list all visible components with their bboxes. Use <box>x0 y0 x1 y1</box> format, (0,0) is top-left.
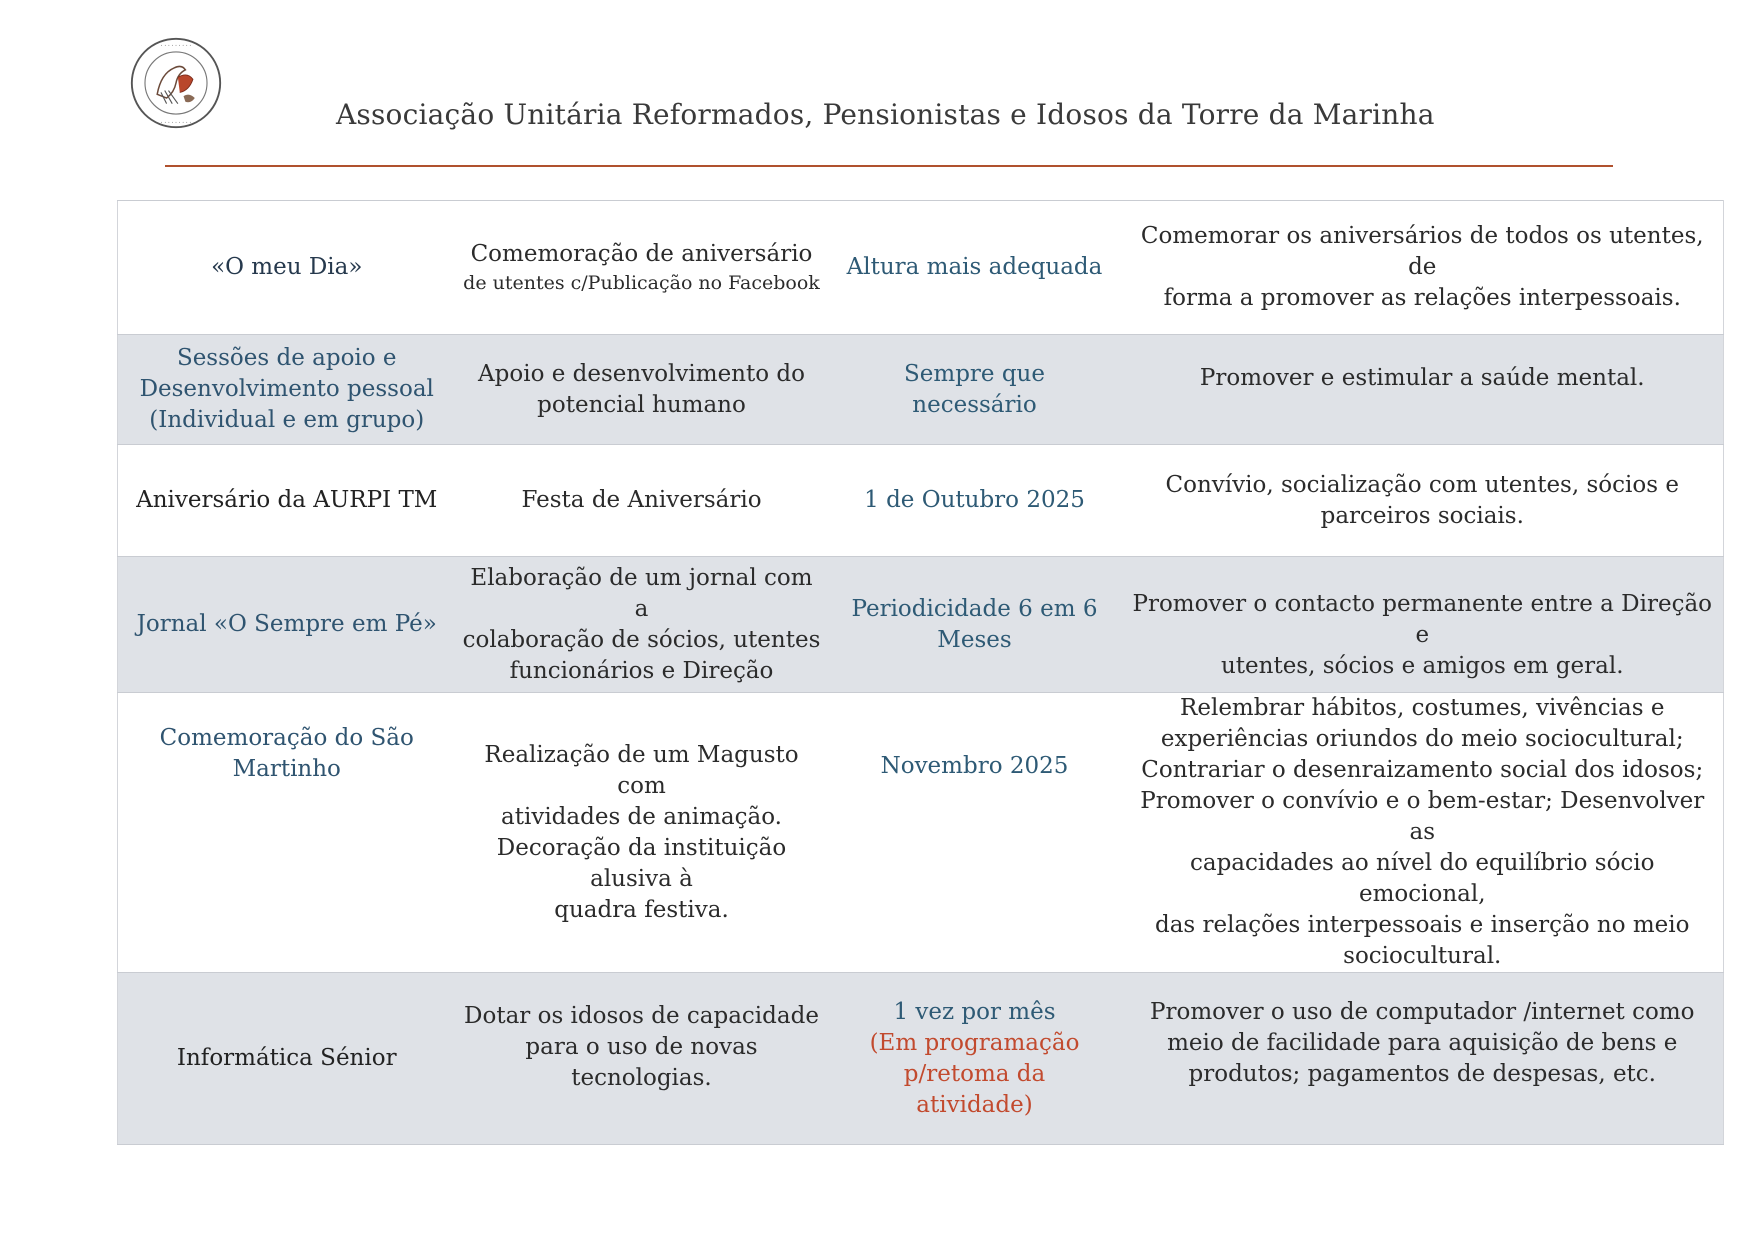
objectives-cell: Promover o contacto permanente entre a Direção e utentes, sócios e amigos em geral. <box>1122 557 1724 693</box>
schedule-cell: Sempre que necessário <box>828 335 1122 445</box>
schedule-note: p/retoma da <box>903 1060 1046 1087</box>
table-row <box>118 335 1724 445</box>
activity-cell: Jornal «O Sempre em Pé» <box>118 557 456 693</box>
table-row <box>118 693 1724 973</box>
activity-cell: Sessões de apoio e Desenvolvimento pessoal (Individual e em grupo) <box>118 335 456 445</box>
schedule-note: atividade) <box>916 1091 1033 1118</box>
activity-cell: Informática Sénior <box>118 973 456 1145</box>
svg-text:· · · · · · · · ·: · · · · · · · · · <box>160 120 192 127</box>
activities-table <box>117 200 1724 1145</box>
schedule-note: (Em programação <box>869 1029 1080 1056</box>
objectives-cell: Promover e estimular a saúde mental. <box>1122 335 1724 445</box>
table-row <box>118 445 1724 557</box>
table-row <box>118 201 1724 335</box>
schedule-cell: Altura mais adequada <box>846 254 1103 280</box>
objectives-cell: Convívio, socialização com utentes, sócios e parceiros sociais. <box>1165 471 1679 529</box>
table-row <box>118 973 1724 1145</box>
activity-cell: Comemoração do São Martinho <box>159 725 414 782</box>
activity-cell: Aniversário da AURPI TM <box>136 487 438 513</box>
description-cell: Festa de Aniversário <box>521 487 762 513</box>
objectives-cell: Relembrar hábitos, costumes, vivências e experiências oriundos do meio sociocultural; Contrariar o desenraizamento social dos idosos; Promover o convívio e o bem-estar; Desenvolver as capacidades ao nível do equilíbrio sócio emocional, das relações interpessoais e inserção no meio sociocultural. <box>1140 695 1705 969</box>
activity-cell: «O meu Dia» <box>211 254 363 280</box>
description-cell: Comemoração de aniversário de utentes c/Publicação no Facebook <box>463 240 820 294</box>
header-divider <box>165 165 1613 167</box>
svg-text:· · · · · · · · ·: · · · · · · · · · <box>160 43 192 50</box>
table-row <box>118 557 1724 693</box>
description-cell: Elaboração de um jornal com a colaboração de sócios, utentes funcionários e Direção <box>456 557 828 693</box>
organization-title: Associação Unitária Reformados, Pensionistas e Idosos da Torre da Marinha <box>336 98 1435 131</box>
association-seal-logo <box>129 36 223 130</box>
schedule-cell: Periodicidade 6 em 6 Meses <box>828 557 1122 693</box>
schedule-cell: Novembro 2025 <box>880 753 1069 779</box>
description-cell: Realização de um Magusto com atividades de animação. Decoração da instituição alusiva à quadra festiva. <box>484 741 799 923</box>
objectives-cell: Comemorar os aniversários de todos os utentes, de forma a promover as relações interpessoais. <box>1140 223 1704 311</box>
description-cell: Dotar os idosos de capacidade para o uso de novas tecnologias. <box>456 973 828 1145</box>
schedule-cell: 1 de Outubro 2025 <box>864 487 1085 513</box>
objectives-cell: Promover o uso de computador /internet como meio de facilidade para aquisição de bens e produtos; pagamentos de despesas, etc. <box>1122 973 1724 1145</box>
schedule-cell: 1 vez por mês (Em programação p/retoma da atividade) <box>828 973 1122 1145</box>
description-cell: Apoio e desenvolvimento do potencial humano <box>456 335 828 445</box>
